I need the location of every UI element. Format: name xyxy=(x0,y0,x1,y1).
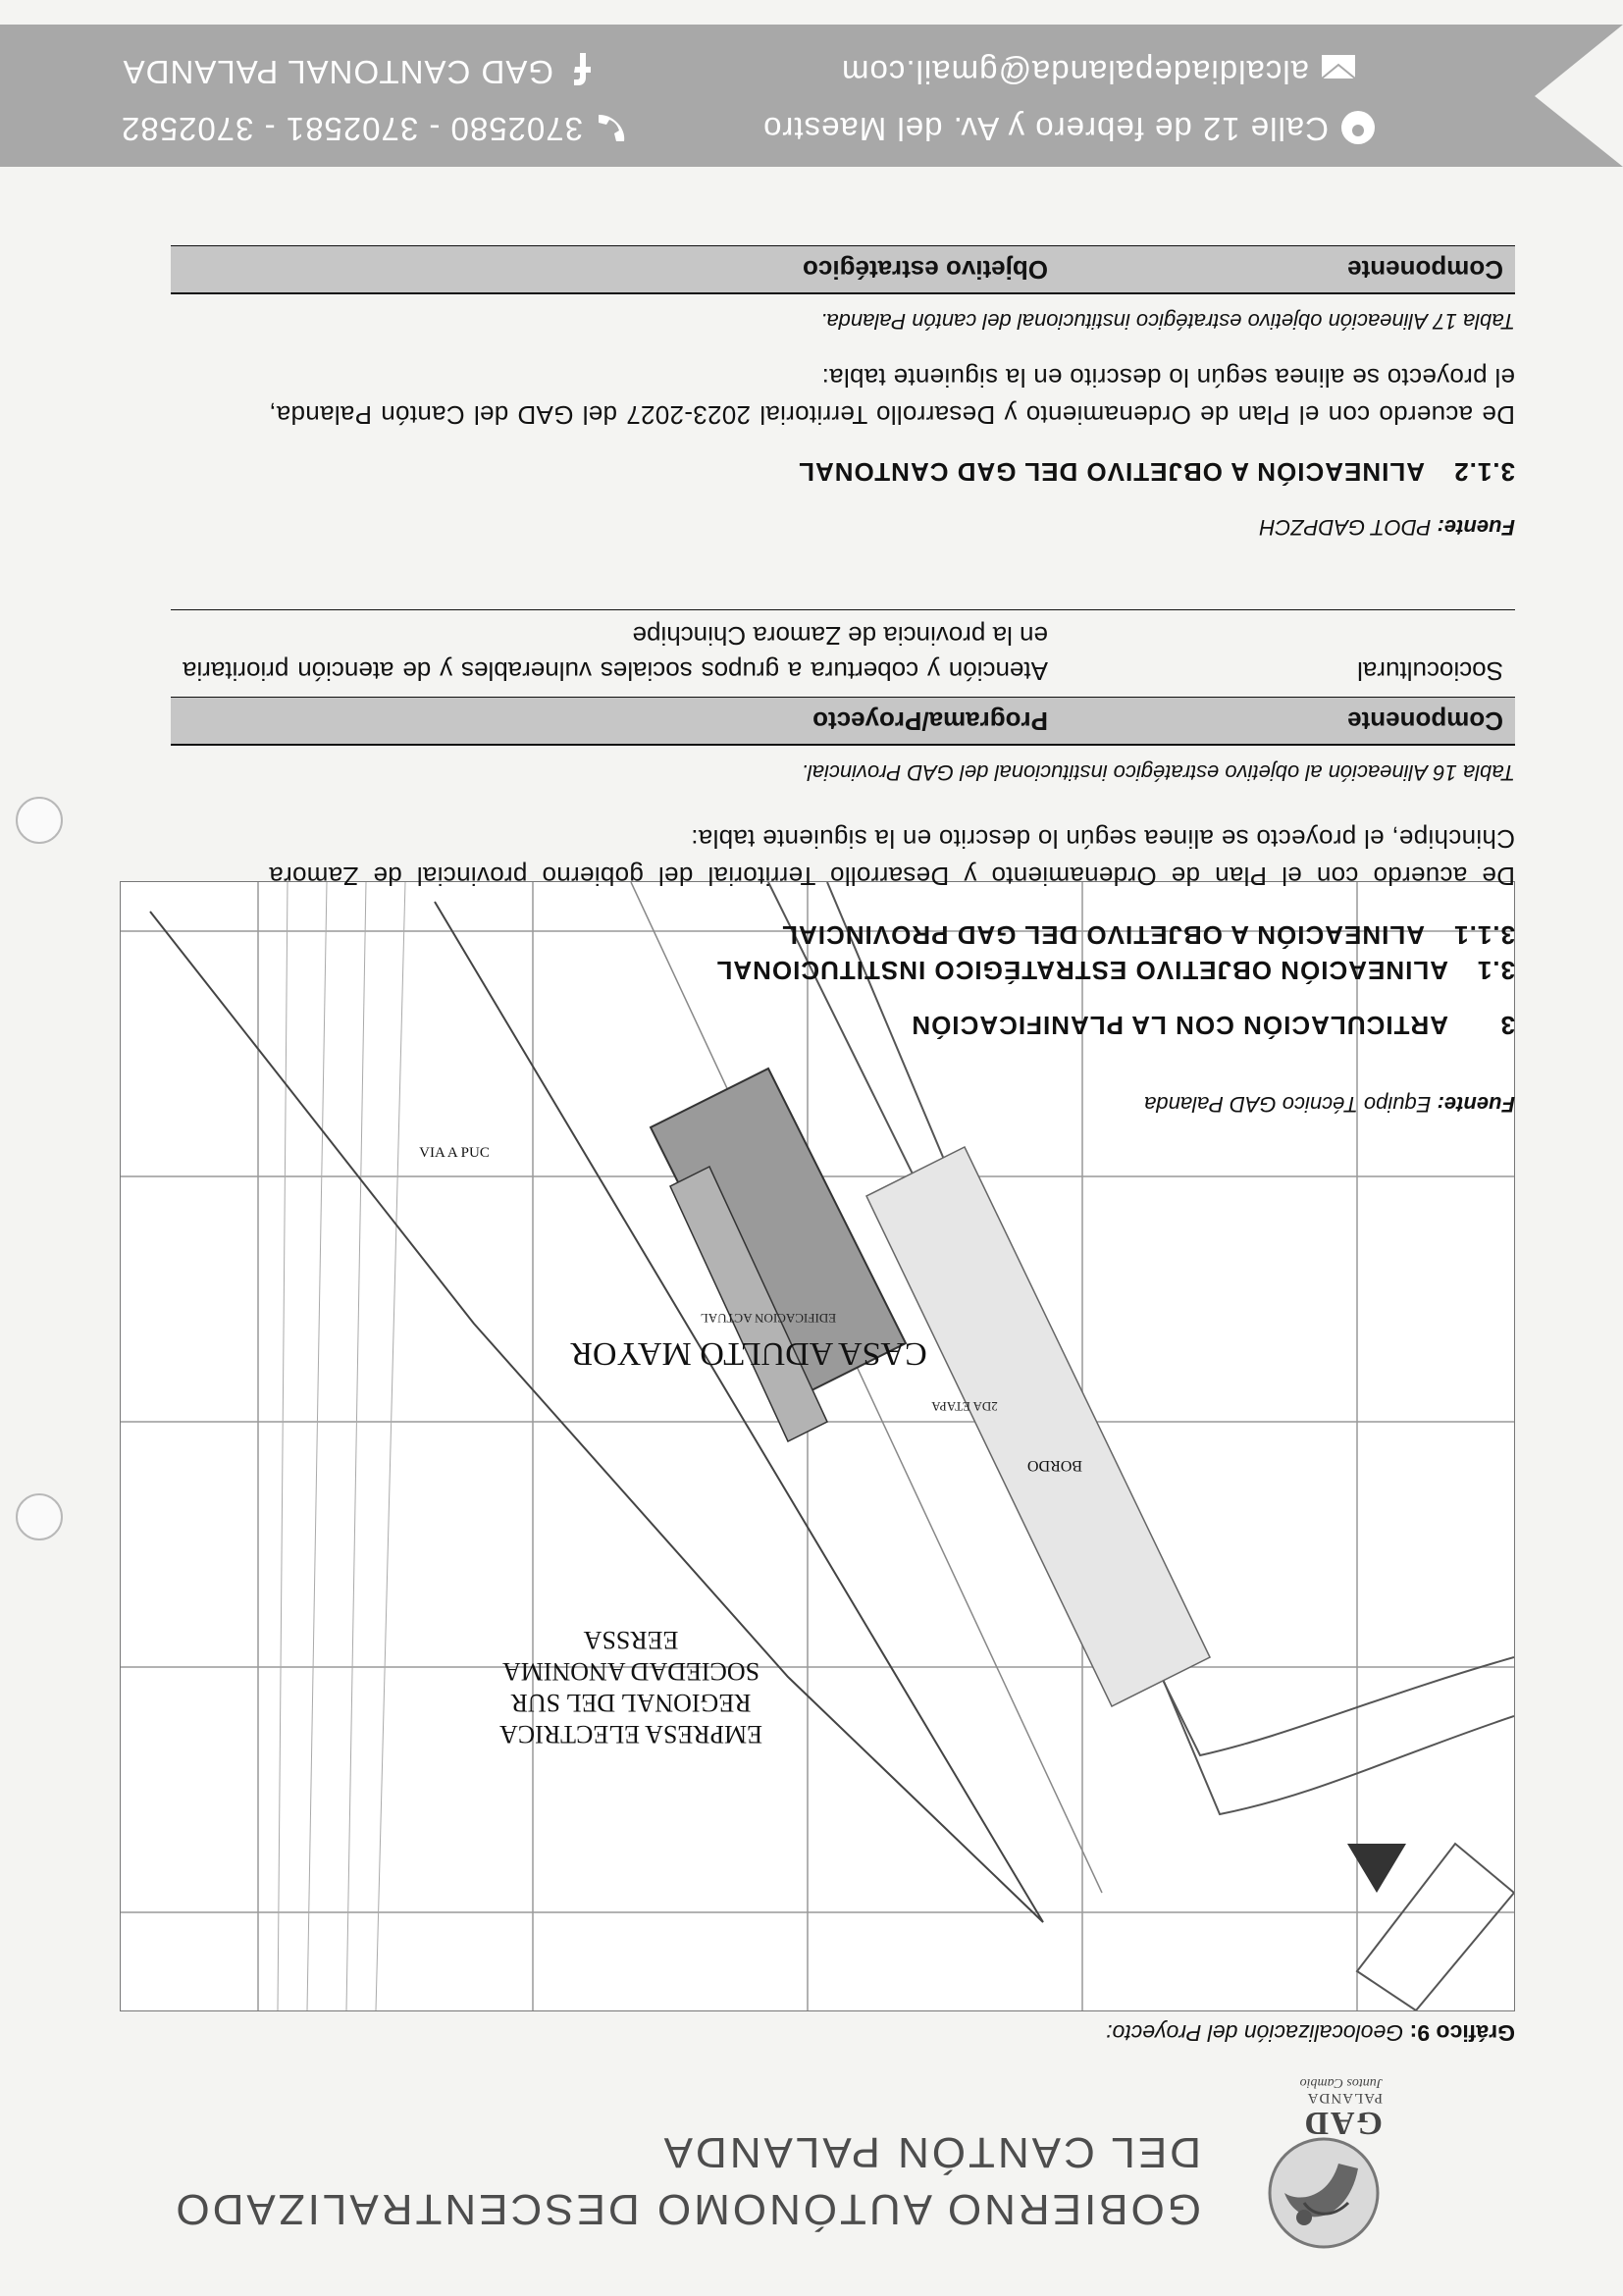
figure-source xyxy=(1144,1091,1515,1117)
section-3-1-1-heading xyxy=(781,919,1515,950)
figure-caption-text: Geolocalización del Proyecto: xyxy=(1106,2020,1410,2046)
map-label-company-3: SOCIEDAD ANONIMA xyxy=(501,1657,760,1686)
section-3-title: ARTICULACIÓN CON LA PLANIFICACIÓN xyxy=(911,1011,1448,1040)
figure-source-text: Equipo Técnico GAD Palanda xyxy=(1144,1092,1438,1117)
section-3-1-heading xyxy=(715,955,1515,985)
phone-icon xyxy=(593,108,632,147)
map-label-building: CASA ADULTO MAYOR xyxy=(570,1335,927,1372)
footer-facebook: GAD CANTONAL PALANDA xyxy=(122,54,553,90)
figure-caption-label: Gráfico 9: xyxy=(1409,2020,1515,2046)
table-16-cell-component: Sociocultural xyxy=(1060,610,1515,698)
section-3-heading xyxy=(911,1010,1515,1040)
section-3-1-2-title: ALINEACIÓN A OBJETIVO DEL GAD CANTONAL xyxy=(798,457,1425,487)
figure-source-label: Fuente: xyxy=(1437,1092,1515,1117)
map-label-stage: 2DA ETAPA xyxy=(931,1399,998,1414)
footer-email: alcaldiadepalanda@gmail.com xyxy=(841,54,1309,90)
map-label-borde: BORDO xyxy=(1026,1457,1082,1474)
page-footer xyxy=(0,0,1623,206)
email-icon xyxy=(1319,47,1358,86)
header-title-line1: GOBIERNO AUTÓNOMO DESCENTRALIZADO xyxy=(173,2185,1201,2233)
map-label-company-4: EERSSA xyxy=(583,1626,679,1654)
map-label-company-2: REGIONAL DEL SUR xyxy=(510,1689,752,1717)
section-3-1-1-paragraph: De acuerdo con el Plan de Ordenamiento y Desarrollo Territorial del gobierno provincial de Zamora Chinchipe, el proyecto se alinea según lo descrito en la siguiente tabla: xyxy=(269,824,1515,891)
logo-gad: GAD xyxy=(1302,2105,1383,2141)
table-16-source-label: Fuente: xyxy=(1437,515,1515,540)
logo-palanda: PALANDA xyxy=(1306,2090,1383,2106)
table-16-source xyxy=(1260,514,1515,540)
footer-address: Calle 12 de febrero y Av. del Maestro xyxy=(762,111,1329,147)
table-16 xyxy=(171,609,1515,746)
section-3-1-1-number: 3.1.1 xyxy=(1453,920,1515,950)
section-3-1-number: 3.1 xyxy=(1476,956,1515,985)
table-16-caption: Tabla 16 Alineación al objetivo estratégico institucional del GAD Provincial. xyxy=(801,760,1515,785)
binder-hole-bottom xyxy=(16,797,63,844)
table-17-header-objective: Objetivo estratégico xyxy=(171,246,1060,294)
table-16-cell-program: Atención y cobertura a grupos sociales vulnerables y de atención prioritaria en la provincia de Zamora Chinchipe xyxy=(171,610,1060,698)
project-location-map xyxy=(120,881,1515,2011)
footer-notch xyxy=(1535,25,1623,167)
table-16-header-program: Programa/Proyecto xyxy=(171,698,1060,746)
section-3-1-1-title: ALINEACIÓN A OBJETIVO DEL GAD PROVINCIAL xyxy=(781,920,1425,950)
table-16-header-component: Componente xyxy=(1060,698,1515,746)
section-3-1-2-number: 3.1.2 xyxy=(1453,457,1515,487)
table-16-source-text: PDOT GADPZCH xyxy=(1259,515,1438,540)
section-3-1-2-paragraph: De acuerdo con el Plan de Ordenamiento y Desarrollo Territorial 2023-2027 del GAD del Cantón Palanda, el proyecto se alinea según lo descrito en la siguiente tabla: xyxy=(269,363,1515,430)
table-17-caption: Tabla 17 Alineación objetivo estratégico institucional del cantón Palanda. xyxy=(820,309,1515,334)
table-row xyxy=(171,610,1515,698)
section-3-1-2-heading xyxy=(798,456,1515,487)
map-label-building-sub: EDIFICACION ACTUAL xyxy=(700,1311,837,1326)
binder-hole-top xyxy=(16,1493,63,1540)
header-title xyxy=(122,2123,1201,2237)
table-17 xyxy=(171,245,1515,294)
map-label-road: VIA A PUC xyxy=(419,1145,490,1161)
section-3-1-title: ALINEACIÓN OBJETIVO ESTRATÉGICO INSTITUCIONAL xyxy=(715,956,1448,985)
logo-tagline: Juntos Cambio xyxy=(1299,2075,1383,2090)
logo-wordmark xyxy=(1300,2074,1383,2139)
header-title-line2: DEL CANTÓN PALANDA xyxy=(660,2128,1201,2176)
figure-caption xyxy=(1106,2019,1515,2046)
map-label-company-1: EMPRESA ELECTRICA xyxy=(499,1720,762,1748)
facebook-icon xyxy=(563,49,602,88)
footer-phones: 3702580 - 3702581 - 3702582 xyxy=(120,111,583,147)
table-17-header-component: Componente xyxy=(1060,246,1515,294)
section-3-number: 3 xyxy=(1499,1011,1515,1040)
location-pin-icon xyxy=(1338,108,1378,147)
